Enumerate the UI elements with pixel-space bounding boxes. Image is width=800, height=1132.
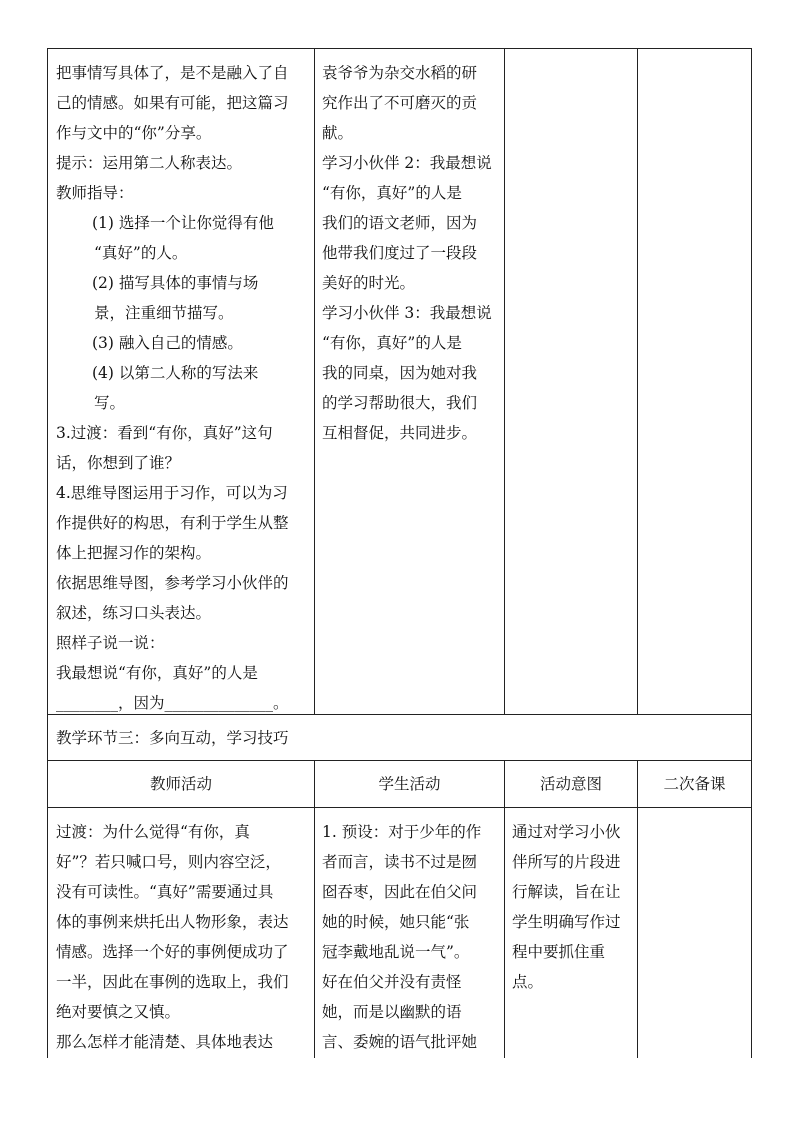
text-line: 把事情写具体了，是不是融入了自 xyxy=(56,64,289,82)
text-line: 学习小伙伴 3：我最想说 xyxy=(322,304,492,322)
text-line: 冠李戴地乱说一气”。 xyxy=(322,943,470,961)
text-line: 美好的时光。 xyxy=(322,274,416,292)
text-line: 学习小伙伴 2：我最想说 xyxy=(322,154,492,172)
text-line: 那么怎样才能清楚、具体地表达 xyxy=(56,1033,274,1051)
teacher-activity-cell xyxy=(56,58,308,718)
text-line: 景，注重细节描写。 xyxy=(94,304,234,322)
table-border-top xyxy=(47,48,752,49)
table-border-left xyxy=(47,48,48,1058)
text-line: 作与文中的“你”分享。 xyxy=(56,124,212,142)
text-line: 点。 xyxy=(512,973,544,991)
text-line: 作提供好的构思，有利于学生从整 xyxy=(56,514,289,532)
table-border-right xyxy=(751,48,752,1058)
student-activity-cell xyxy=(322,817,498,1057)
header-teacher-activity: 教师活动 xyxy=(149,775,212,793)
text-line: 伴所写的片段进 xyxy=(512,853,621,871)
text-line: 依据思维导图，参考学习小伙伴的 xyxy=(56,574,289,592)
text-line: 程中要抓住重 xyxy=(512,943,606,961)
text-line: 好”？若只喊口号，则内容空泛， xyxy=(56,853,281,871)
text-line: 好在伯父并没有责怪 xyxy=(322,973,462,991)
text-line: (1) 选择一个让你觉得有他 xyxy=(92,214,274,232)
text-line: 体的事例来烘托出人物形象，表达 xyxy=(56,913,289,931)
text-line: 她，而是以幽默的语 xyxy=(322,1003,462,1021)
text-line: 体上把握习作的架构。 xyxy=(56,544,212,562)
text-line: 他带我们度过了一段段 xyxy=(322,244,478,262)
teacher-activity-cell xyxy=(56,817,308,1057)
text-line: 她的时候，她只能“张 xyxy=(322,913,470,931)
text-line: 叙述，练习口头表达。 xyxy=(56,604,212,622)
text-line: “有你，真好”的人是 xyxy=(322,334,462,352)
column-divider xyxy=(504,760,505,1058)
text-line: 言、委婉的语气批评她 xyxy=(322,1033,478,1051)
column-divider xyxy=(637,48,638,714)
text-line: 绝对要慎之又慎。 xyxy=(56,1003,181,1021)
text-line: 袁爷爷为杂交水稻的研 xyxy=(322,64,478,82)
text-line: 3.过渡：看到“有你，真好”这句 xyxy=(56,424,273,442)
text-line: (2) 描写具体的事情与场 xyxy=(92,274,259,292)
text-line: 没有可读性。“真好”需要通过具 xyxy=(56,883,274,901)
text-line: 我的同桌，因为她对我 xyxy=(322,364,478,382)
text-line: “有你，真好”的人是 xyxy=(322,184,462,202)
text-line: 行解读，旨在让 xyxy=(512,883,621,901)
text-line: (3) 融入自己的情感。 xyxy=(92,334,243,352)
activity-intent-cell xyxy=(512,817,632,997)
text-line: 献。 xyxy=(322,124,354,142)
text-line: 提示：运用第二人称表达。 xyxy=(56,154,243,172)
fill-in-blank-line: ________，因为______________。 xyxy=(56,694,289,712)
header-student-activity: 学生活动 xyxy=(378,775,441,793)
text-line: 教师指导： xyxy=(56,184,134,202)
text-line: 一半，因此在事例的选取上，我们 xyxy=(56,973,289,991)
section-title: 教学环节三：多向互动，学习技巧 xyxy=(56,729,289,747)
text-line: 情感。选择一个好的事例便成功了 xyxy=(56,943,289,961)
column-divider xyxy=(637,760,638,1058)
text-line: 照样子说一说： xyxy=(56,634,165,652)
text-line: 究作出了不可磨灭的贡 xyxy=(322,94,478,112)
text-line: 我们的语文老师，因为 xyxy=(322,214,478,232)
header-activity-intent: 活动意图 xyxy=(539,775,602,793)
text-line: 过渡：为什么觉得“有你，真 xyxy=(56,823,250,841)
text-line: 通过对学习小伙 xyxy=(512,823,621,841)
text-line: 我最想说“有你，真好”的人是 xyxy=(56,664,258,682)
text-line: 学生明确写作过 xyxy=(512,913,621,931)
text-line: 写。 xyxy=(94,394,126,412)
text-line: 互相督促，共同进步。 xyxy=(322,424,478,442)
text-line: 囵吞枣，因此在伯父问 xyxy=(322,883,478,901)
table-row-divider xyxy=(47,760,752,761)
column-divider xyxy=(314,760,315,1058)
column-divider xyxy=(314,48,315,714)
text-line: 己的情感。如果有可能，把这篇习 xyxy=(56,94,289,112)
text-line: 1. 预设：对于少年的作 xyxy=(322,823,482,841)
text-line: “真好”的人。 xyxy=(94,244,188,262)
text-line: (4) 以第二人称的写法来 xyxy=(92,364,259,382)
text-line: 话，你想到了谁？ xyxy=(56,454,181,472)
text-line: 的学习帮助很大，我们 xyxy=(322,394,478,412)
column-divider xyxy=(504,48,505,714)
text-line: 者而言，读书不过是囫 xyxy=(322,853,478,871)
text-line: 4.思维导图运用于习作，可以为习 xyxy=(56,484,288,502)
table-row-divider xyxy=(47,807,752,808)
student-activity-cell xyxy=(322,58,498,448)
header-secondary-prep: 二次备课 xyxy=(663,775,726,793)
